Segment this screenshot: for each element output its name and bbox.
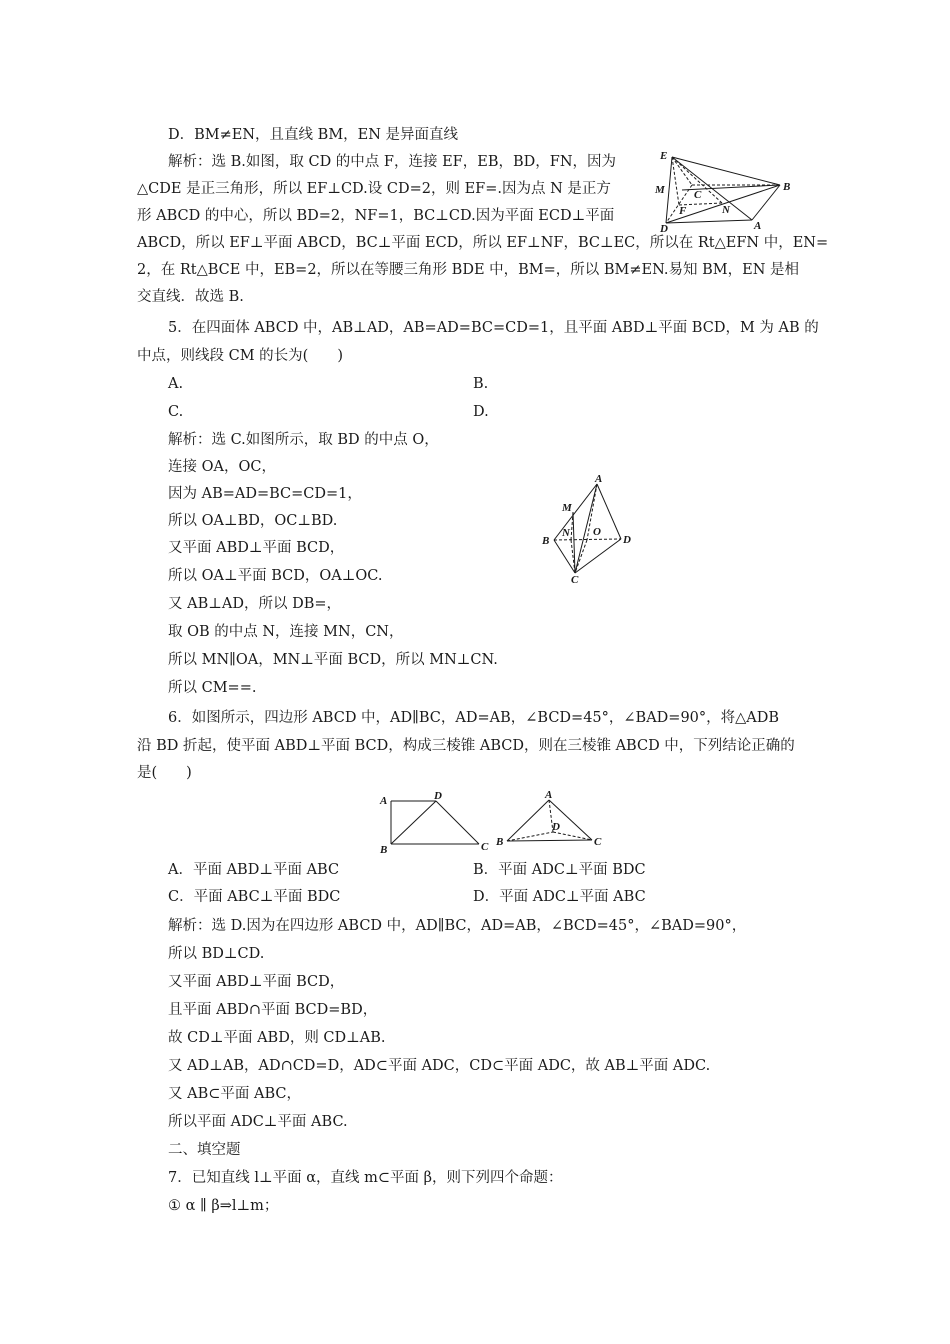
text-line-l23: 所以 CM==. <box>168 680 257 696</box>
fig3b-label-c: C <box>594 836 602 848</box>
text-line-l11: B. <box>473 376 489 392</box>
text-line-l22: 所以 MN∥OA，MN⊥平面 BCD，所以 MN⊥CN. <box>168 652 498 668</box>
text-line-l16: 因为 AB=AD=BC=CD=1， <box>168 486 362 502</box>
text-line-l31: 解析：选 D.因为在四边形 ABCD 中，AD∥BC，AD=AB，∠BCD=45°，∠BAD=90°， <box>168 918 747 934</box>
figure-quadrilateral-abcd <box>378 790 494 856</box>
fig1-label-d: D <box>660 223 668 234</box>
fig1-label-f: F <box>679 205 687 217</box>
figure-pyramid-eabcd <box>652 148 802 234</box>
text-line-l01: D．BM≠EN，且直线 BM，EN 是异面直线 <box>168 127 459 143</box>
fig2-label-c: C <box>571 574 579 584</box>
text-line-l24: 6．如图所示，四边形 ABCD 中，AD∥BC，AD=AB，∠BCD=45°，∠BAD=90°，将△ADB <box>168 710 780 726</box>
fig2-label-a: A <box>595 473 603 485</box>
text-line-l30: D．平面 ADC⊥平面 ABC <box>473 889 646 905</box>
text-line-l32: 所以 BD⊥CD. <box>168 946 265 962</box>
text-line-l19: 所以 OA⊥平面 BCD，OA⊥OC. <box>168 568 383 584</box>
fig3a-label-a: A <box>380 795 388 807</box>
text-line-l14: 解析：选 C.如图所示，取 BD 的中点 O， <box>168 432 439 448</box>
fig1-label-c: C <box>694 189 702 201</box>
text-line-l35: 故 CD⊥平面 ABD，则 CD⊥AB. <box>168 1030 386 1046</box>
text-line-l17: 所以 OA⊥BD，OC⊥BD. <box>168 513 338 529</box>
text-line-l36: 又 AD⊥AB，AD∩CD=D，AD⊂平面 ADC，CD⊂平面 ADC，故 AB⊥平面 ADC. <box>168 1058 711 1074</box>
fig3a-label-d: D <box>434 790 442 802</box>
text-line-l02: 解析：选 B.如图，取 CD 的中点 F，连接 EF，EB，BD，FN，因为 <box>168 154 617 170</box>
fig3a-label-c: C <box>481 841 489 853</box>
text-line-l27: A．平面 ABD⊥平面 ABC <box>168 862 340 878</box>
text-line-l04: 形 ABCD 的中心，所以 BD=2，NF=1，BC⊥CD.因为平面 ECD⊥平面 <box>137 208 615 224</box>
figure-folded-tetrahedron <box>495 788 610 850</box>
text-line-l12: C. <box>168 404 184 420</box>
text-line-l29: C．平面 ABC⊥平面 BDC <box>168 889 341 905</box>
fig1-label-a: A <box>754 220 762 232</box>
text-line-l37: 又 AB⊂平面 ABC， <box>168 1086 301 1102</box>
text-line-l21: 取 OB 的中点 N，连接 MN，CN， <box>168 624 404 640</box>
text-line-l40: 7．已知直线 l⊥平面 α，直线 m⊂平面 β，则下列四个命题： <box>168 1170 563 1186</box>
text-line-l09: 中点，则线段 CM 的长为( ) <box>137 348 343 364</box>
fig2-label-b: B <box>542 535 550 547</box>
fig2-label-o: O <box>593 526 601 538</box>
fig1-label-e: E <box>660 150 668 162</box>
text-line-l08: 5．在四面体 ABCD 中，AB⊥AD，AB=AD=BC=CD=1，且平面 ABD⊥平面 BCD，M 为 AB 的 <box>168 320 819 336</box>
fig2-label-m: M <box>562 502 572 514</box>
fig2-label-d: D <box>623 534 631 546</box>
text-line-l33: 又平面 ABD⊥平面 BCD， <box>168 974 345 990</box>
text-line-l06: 2，在 Rt△BCE 中，EB=2，所以在等腰三角形 BDE 中，BM=，所以 BM≠EN.易知 BM，EN 是相 <box>137 262 799 278</box>
fig3b-label-b: B <box>496 836 504 848</box>
text-line-l38: 所以平面 ADC⊥平面 ABC. <box>168 1114 348 1130</box>
fig3a-label-b: B <box>380 844 388 856</box>
text-line-l20: 又 AB⊥AD，所以 DB=， <box>168 596 342 612</box>
figure-tetrahedron-abcd <box>540 472 640 584</box>
text-line-l10: A. <box>168 376 184 392</box>
fig3b-label-a: A <box>545 789 553 801</box>
text-line-l25: 沿 BD 折起，使平面 ABD⊥平面 BCD，构成三棱锥 ABCD，则在三棱锥 ABCD 中，下列结论正确的 <box>137 738 795 754</box>
text-line-l34: 且平面 ABD∩平面 BCD=BD， <box>168 1002 378 1018</box>
text-line-l15: 连接 OA，OC， <box>168 459 276 475</box>
text-line-l05: ABCD，所以 EF⊥平面 ABCD，BC⊥平面 ECD，所以 EF⊥NF，BC⊥EC，所以在 Rt△EFN 中，EN= <box>137 235 829 251</box>
text-line-l13: D. <box>473 404 489 420</box>
text-line-l28: B．平面 ADC⊥平面 BDC <box>473 862 646 878</box>
text-line-l07: 交直线．故选 B. <box>137 289 244 305</box>
fig1-label-m: M <box>655 184 665 196</box>
text-line-l03: △CDE 是正三角形，所以 EF⊥CD.设 CD=2，则 EF=.因为点 N 是正方 <box>137 181 611 197</box>
fig3b-label-d: D <box>552 821 560 833</box>
fig1-label-n: N <box>722 204 730 216</box>
text-line-l18: 又平面 ABD⊥平面 BCD， <box>168 540 345 556</box>
fig2-label-n: N <box>562 527 570 539</box>
text-line-l26: 是( ) <box>137 765 192 781</box>
fig1-label-b: B <box>783 181 791 193</box>
text-line-l41: ① α ∥ β⇒l⊥m； <box>168 1198 279 1214</box>
text-line-l39: 二、填空题 <box>168 1142 241 1158</box>
